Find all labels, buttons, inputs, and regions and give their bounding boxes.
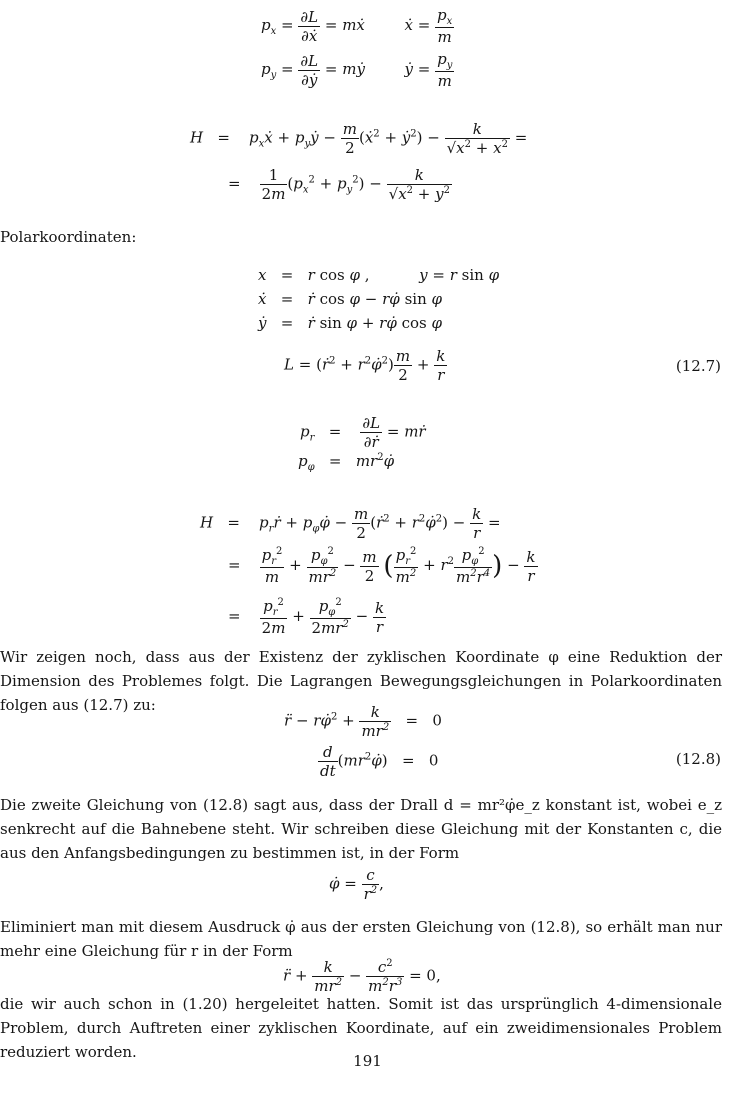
equation-px: $p_x$ = $\frac{\partial L}{\text{∂ẋ}}$ = mẋ ẋ = $\frac{p_x}{m}$ xyxy=(261,6,453,46)
paragraph-reduction-intro: Wir zeigen noch, dass aus der Existenz der zyklischen Koordinate φ eine Reduktion der Dimension des Problemes folgt. Die Lagrangen Bewegungsgleichungen in Polarkoordinaten folgen aus (12.7) zu: xyxy=(0,648,722,714)
paragraph-drall: Die zweite Gleichung von (12.8) sagt aus, dass der Drall d = mr²φ̇e_z konstant ist, wobei e_z senkrecht auf die Bahnebene steht. Wir schreiben diese Gleichung mit der Konstanten c, die aus den Anfangsbedingungen zu bestimmen ist, in der Form xyxy=(0,796,722,862)
equation-H-polar-2: = $\frac{p_r^2}{m}$ + $\frac{p_\varphi^2}{mr^2}$ − $\frac{m}{2}$ ( $\frac{p_r^2}{m^2}$ + $r^2$ $\frac{p_\varphi^2}{m^2r^4}$ ) − $\frac{k}{r}$ xyxy=(228,546,536,586)
equation-number-12-8: (12.8) xyxy=(675,750,721,768)
equation-H-cart-2: = $\frac{1}{2m}$ $(p_x^2 + p_y^2)$ − $\frac{k}{√x^2 + y^2}$ xyxy=(228,166,450,203)
polar-heading: Polarkoordinaten: xyxy=(0,228,137,246)
equation-py: $p_y$ = $\frac{\partial L}{\text{∂ẏ}}$ = mẏ ẏ = $\frac{p_y}{m}$ xyxy=(261,50,453,90)
equation-H-polar-1: H = $p_rṙ$ + $p_\varphi\varphi̇$ − $\frac{m}{2}$ (ṙ$^2$ + $r^2\varphi̇^2$) − $\frac{k}{r}$ = xyxy=(200,505,501,542)
equation-polar-xdot: ẋ = ṙ cos φ − rφ̇ sin φ xyxy=(258,290,443,308)
equation-phidot: φ̇ = $\frac{c}{r^2}$ , xyxy=(329,866,384,903)
paragraph-conclusion: die wir auch schon in (1.20) hergeleitet hatten. Somit ist das ursprünglich 4-dimensionale Problem, durch Auftreten einer zyklischen Koordinate, auf ein zweidimensionales Problem reduziert worden. xyxy=(0,995,722,1061)
equation-polar-x: x = r cos φ , y = r sin φ xyxy=(258,266,500,284)
page-number: 191 xyxy=(353,1052,382,1070)
equation-radial: r̈ + $\frac{k}{mr^2}$ − $\frac{c^2}{m^2r^3}$ = 0, xyxy=(283,958,441,995)
equation-number-12-7: (12.7) xyxy=(675,357,721,375)
equation-polar-ydot: ẏ = ṙ sin φ + rφ̇ cos φ xyxy=(258,314,443,332)
equation-H-polar-3: = $\frac{p_r^2}{2m}$ + $\frac{p_\varphi^2}{2mr^2}$ − $\frac{k}{r}$ xyxy=(228,597,385,637)
equation-motion-phi: $\frac{d}{dt}$ $(mr^2\varphi̇) = 0$ xyxy=(320,743,439,780)
equation-pr: $p_r$ = $\frac{\partial L}{\text{∂ṙ}}$ = mṙ xyxy=(300,414,426,451)
equation-H-cart-1: H = $p_xẋ$ + $p_yẏ$ − $\frac{m}{2}$ (ẋ$^2$ + ẏ$^2$) − $\frac{k}{√x^2 + x^2}$ = xyxy=(190,120,528,157)
equation-lagrangian: L = (ṙ$^2$ + $r^2\varphi̇^2$) $\frac{m}{2}$ + $\frac{k}{r}$ xyxy=(284,347,446,384)
equation-pphi: $p_\varphi$ = $mr^2\varphi̇$ xyxy=(298,452,395,473)
paragraph-eliminate: Eliminiert man mit diesem Ausdruck φ̇ aus der ersten Gleichung von (12.8), so erhält man nur mehr eine Gleichung für r in der Form xyxy=(0,918,722,960)
equation-motion-r: r̈ − rφ̇$^2$ + $\frac{k}{mr^2}$ = 0 xyxy=(284,703,442,740)
